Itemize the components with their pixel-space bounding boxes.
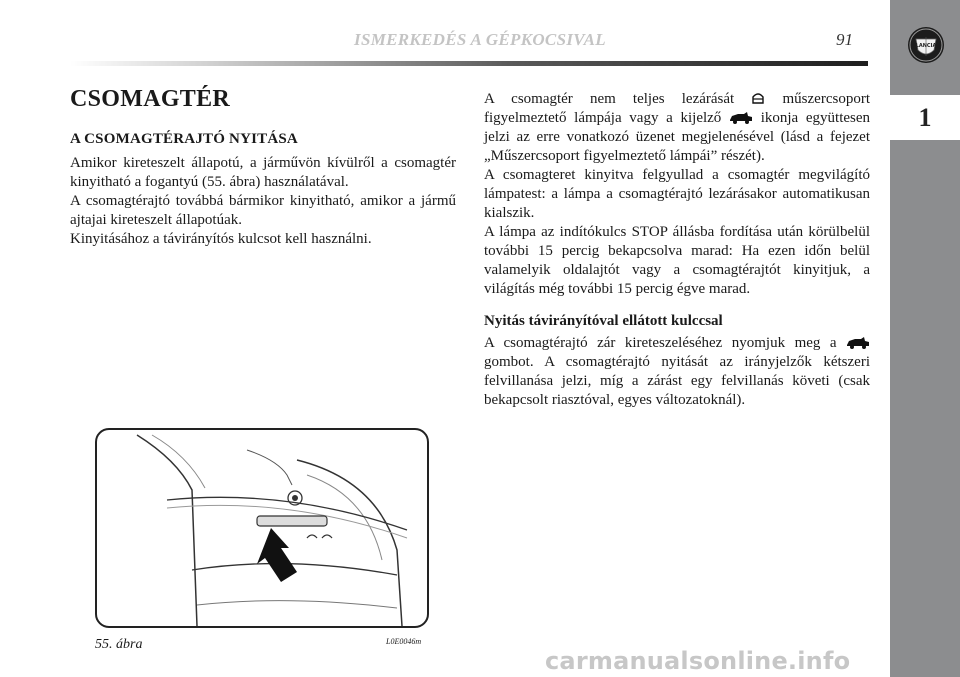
figure-caption: 55. ábra (95, 637, 143, 652)
paragraph (484, 334, 870, 410)
paragraph-text: ikonja együttesen jelzi az erre vonatkozó üzenet megjelenésével (lásd a fejezet „Műszercsoport figyelmeztető lámpái” részét). (484, 110, 871, 164)
trunk-open-warning-icon (751, 91, 765, 105)
paragraph (484, 90, 870, 166)
left-column (70, 86, 456, 249)
chapter-number-label: 1 (918, 102, 932, 132)
right-column (484, 90, 870, 410)
header-rule (70, 61, 868, 66)
paragraph-text: gombot. A csomagtérajtó nyitását az irányjelzők kétszeri felvillanása jelzi, míg a zárást egy felvillanás követi (csak bekapcsolt riasztóval, egyes változatoknál). (484, 354, 870, 408)
paragraph: A csomagteret kinyitva felgyullad a csomagtér megvilágító lámpatest: a lámpa a csomagtérajtó lezárásakor automatikusan kialszik. (484, 167, 870, 221)
section-title: CSOMAGTÉR (70, 86, 231, 112)
paragraph: Kinyitásához a távirányítós kulcsot kell használni. (70, 231, 372, 247)
paragraph-text: A csomagtérajtó zár kireteszeléséhez nyomjuk meg a (484, 335, 837, 351)
running-header: ISMERKEDÉS A GÉPKOCSIVAL (354, 30, 606, 49)
car-trunk-icon (729, 112, 753, 124)
lancia-logo-text: LANCIA (915, 43, 937, 49)
page-number: 91 (836, 30, 853, 49)
paragraph-text: műszercsoport figyelmeztető lámpája vagy a kijelző (484, 91, 870, 126)
subheading: Nyitás távirányítóval ellátott kulccsal (484, 313, 723, 329)
paragraph: A csomagtérajtó továbbá bármikor kinyitható, amikor a jármű ajtajai kireteszelt állapotúak. (70, 193, 456, 228)
paragraph: A lámpa az indítókulcs STOP állásba fordítása után körülbelül további 15 percig bekapcsolva marad: Ha ezen időn belül valamelyik oldalajtót vagy a csomagtérajtót kinyitjuk, a világítás még további 15 percig égve marad. (484, 224, 870, 297)
paragraph-text: A csomagtér nem teljes lezárását (484, 91, 735, 107)
rear-hatch-drawing (97, 430, 427, 626)
trunk-handle-illustration (95, 428, 429, 628)
subsection-title: A CSOMAGTÉRAJTÓ NYITÁSA (70, 131, 298, 147)
lancia-logo-icon (907, 26, 945, 64)
car-trunk-icon (846, 337, 870, 349)
trunk-handle (257, 516, 327, 526)
watermark: carmanualsonline.info (545, 647, 851, 675)
chapter-number[interactable] (890, 95, 960, 140)
paragraph: Amikor kireteszelt állapotú, a járművön kívülről a csomagtér kinyitható a fogantyú (55. ábra) használatával. (70, 155, 456, 190)
arrow-icon (257, 528, 297, 582)
figure-code: L0E0046m (386, 637, 422, 646)
